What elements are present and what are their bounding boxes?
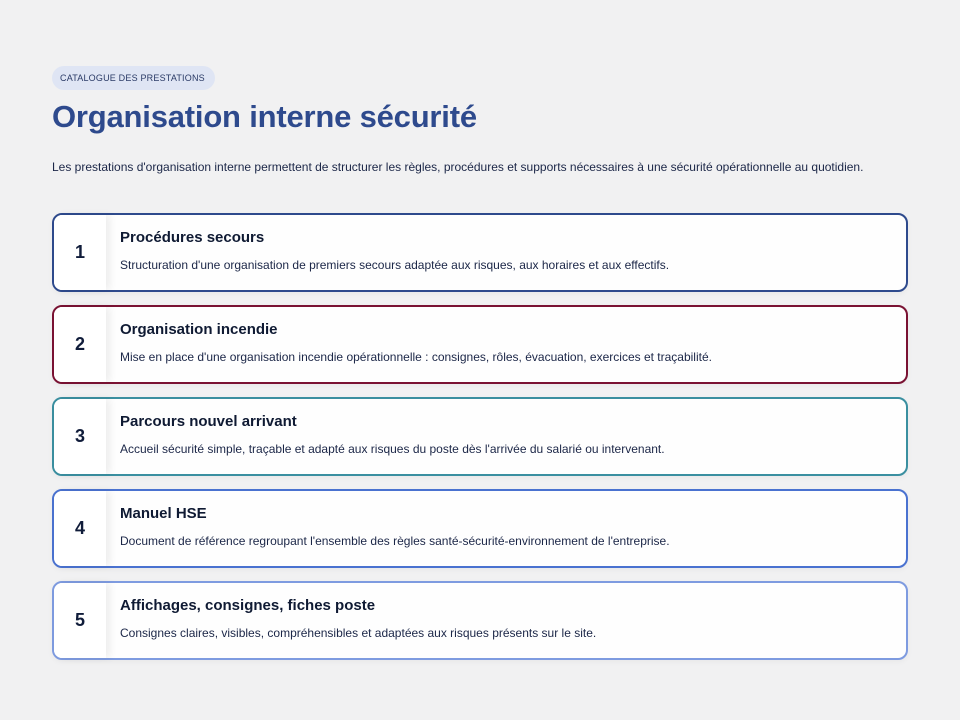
service-card-4 <box>52 489 908 568</box>
page-title: Organisation interne sécurité <box>52 99 477 134</box>
service-title: Procédures secours <box>120 229 265 246</box>
service-number: 3 <box>54 399 106 474</box>
service-description: Consignes claires, visibles, compréhensibles et adaptées aux risques présents sur le site. <box>120 626 597 640</box>
service-content <box>120 320 890 365</box>
service-title: Parcours nouvel arrivant <box>120 413 297 430</box>
page <box>52 66 908 673</box>
service-number: 2 <box>54 307 106 382</box>
service-content <box>120 228 890 273</box>
intro-text: Les prestations d'organisation interne permettent de structurer les règles, procédures et supports nécessaires à une sécurité opérationnelle au quotidien. <box>52 160 864 174</box>
service-content <box>120 596 890 641</box>
service-card-3 <box>52 397 908 476</box>
service-content <box>120 504 890 549</box>
service-title: Affichages, consignes, fiches poste <box>120 597 376 614</box>
service-description: Document de référence regroupant l'ensemble des règles santé-sécurité-environnement de l'entreprise. <box>120 534 670 548</box>
service-number: 1 <box>54 215 106 290</box>
catalogue-badge: CATALOGUE DES PRESTATIONS <box>52 66 215 90</box>
service-card-1 <box>52 213 908 292</box>
service-description: Structuration d'une organisation de premiers secours adaptée aux risques, aux horaires et aux effectifs. <box>120 258 670 272</box>
service-title: Organisation incendie <box>120 321 278 338</box>
service-description: Mise en place d'une organisation incendie opérationnelle : consignes, rôles, évacuation, exercices et traçabilité. <box>120 350 712 364</box>
service-content <box>120 412 890 457</box>
service-card-2 <box>52 305 908 384</box>
service-number: 5 <box>54 583 106 658</box>
service-card-5 <box>52 581 908 660</box>
service-description: Accueil sécurité simple, traçable et adapté aux risques du poste dès l'arrivée du salarié ou intervenant. <box>120 442 665 456</box>
services-list <box>52 213 908 660</box>
service-title: Manuel HSE <box>120 505 207 522</box>
service-number: 4 <box>54 491 106 566</box>
